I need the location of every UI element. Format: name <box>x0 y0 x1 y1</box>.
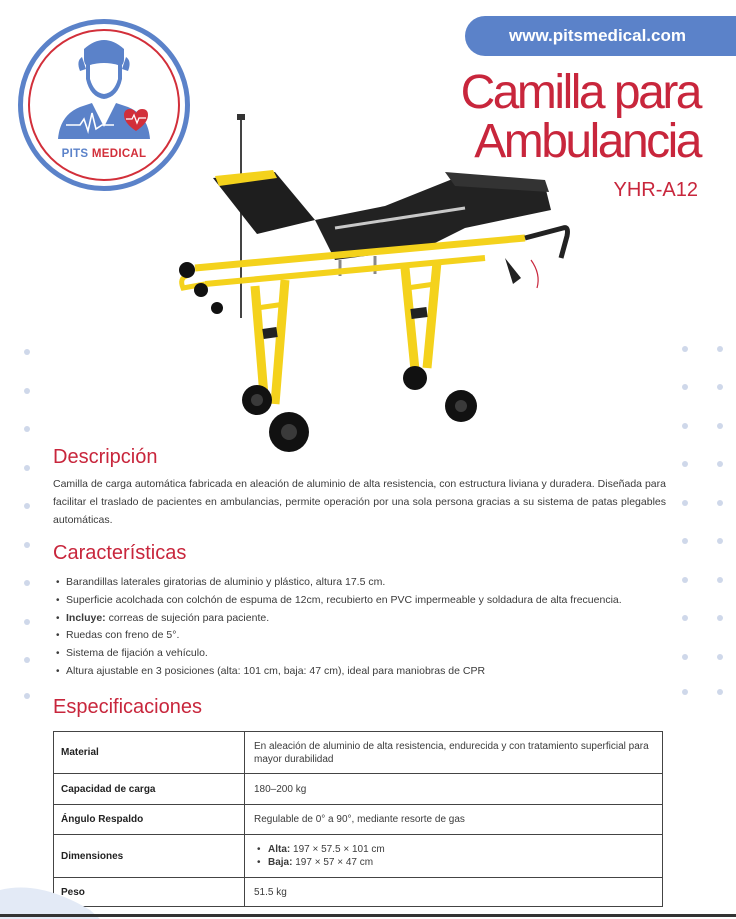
decor-dot <box>24 465 30 471</box>
decor-dot <box>682 615 688 621</box>
logo-brand: PITS <box>61 148 89 160</box>
description-text: Camilla de carga automática fabricada en aleación de aluminio de alta resistencia, con estructura liviana y duradera. Diseñada para facilitar el traslado de pacientes en ambulancias, permite operación por una sola persona gracias a su sistema de patas plegables automáticas. <box>53 478 666 526</box>
decor-dot <box>717 615 723 621</box>
decor-dot <box>682 384 688 390</box>
table-row <box>54 878 663 907</box>
table-row <box>54 805 663 835</box>
list-item: • Barandillas laterales giratorias de aluminio y plástico, altura 17.5 cm. <box>56 574 676 592</box>
decor-dot <box>682 577 688 583</box>
decor-dot <box>717 654 723 660</box>
list-item: • Incluye: correas de sujeción para paciente. <box>56 610 676 628</box>
decor-dot <box>717 577 723 583</box>
decor-dot <box>682 538 688 544</box>
decor-dot <box>682 689 688 695</box>
decor-dot <box>717 461 723 467</box>
title-line-1: Camilla para <box>460 66 700 119</box>
list-item: • Ruedas con freno de 5°. <box>56 627 676 645</box>
decor-dot <box>24 580 30 586</box>
features-list <box>56 574 676 681</box>
table-row <box>54 732 663 774</box>
features-heading: Características <box>53 542 187 564</box>
list-item: • Alta: 197 × 57.5 × 101 cm <box>254 843 655 856</box>
stretcher-image <box>165 108 585 460</box>
corner-wave-decoration <box>0 870 140 919</box>
list-item: • Sistema de fijación a vehículo. <box>56 645 676 663</box>
spec-value <box>245 835 663 878</box>
decor-dot <box>682 461 688 467</box>
model-code: YHR-A12 <box>613 179 698 201</box>
decor-dot <box>24 657 30 663</box>
spec-label: Material <box>54 732 245 774</box>
spec-label: Peso <box>54 878 245 907</box>
decor-dot <box>717 500 723 506</box>
decor-dot <box>24 503 30 509</box>
spec-label: Capacidad de carga <box>54 774 245 805</box>
spec-value: 180–200 kg <box>245 774 663 805</box>
decor-dot <box>24 388 30 394</box>
spec-value: En aleación de aluminio de alta resistencia, endurecida y con tratamiento superficial para mayor durabilidad <box>245 732 663 774</box>
title-line-2: Ambulancia <box>474 115 700 168</box>
decor-dot <box>24 349 30 355</box>
bottom-divider <box>0 914 736 917</box>
list-item: • Baja: 197 × 57 × 47 cm <box>254 856 655 869</box>
spec-value: Regulable de 0° a 90°, mediante resorte de gas <box>245 805 663 835</box>
decor-dot <box>717 423 723 429</box>
spec-label: Ángulo Respaldo <box>54 805 245 835</box>
decor-dot <box>24 619 30 625</box>
decor-dot <box>717 346 723 352</box>
decor-dot <box>682 654 688 660</box>
decor-dot <box>717 384 723 390</box>
decor-dot <box>717 689 723 695</box>
decor-dot <box>24 426 30 432</box>
decor-dot <box>717 538 723 544</box>
list-item: • Superficie acolchada con colchón de espuma de 12cm, recubierto en PVC impermeable y soldadura de alta frecuencia. <box>56 592 676 610</box>
decor-dot <box>24 693 30 699</box>
decor-dot <box>682 500 688 506</box>
list-item: • Altura ajustable en 3 posiciones (alta: 101 cm, baja: 47 cm), ideal para maniobras de CPR <box>56 663 676 681</box>
table-row <box>54 835 663 878</box>
table-row <box>54 774 663 805</box>
description-heading: Descripción <box>53 446 158 468</box>
spec-label: Dimensiones <box>54 835 245 878</box>
decor-dot <box>682 346 688 352</box>
logo-medical: MEDICAL <box>91 148 147 160</box>
spec-value: 51.5 kg <box>245 878 663 907</box>
website-url[interactable]: www.pitsmedical.com <box>465 16 736 56</box>
decor-dot <box>24 542 30 548</box>
decor-dot <box>682 423 688 429</box>
specifications-heading: Especificaciones <box>53 696 202 718</box>
specifications-table <box>53 731 663 907</box>
logo-wordmark <box>23 148 185 160</box>
